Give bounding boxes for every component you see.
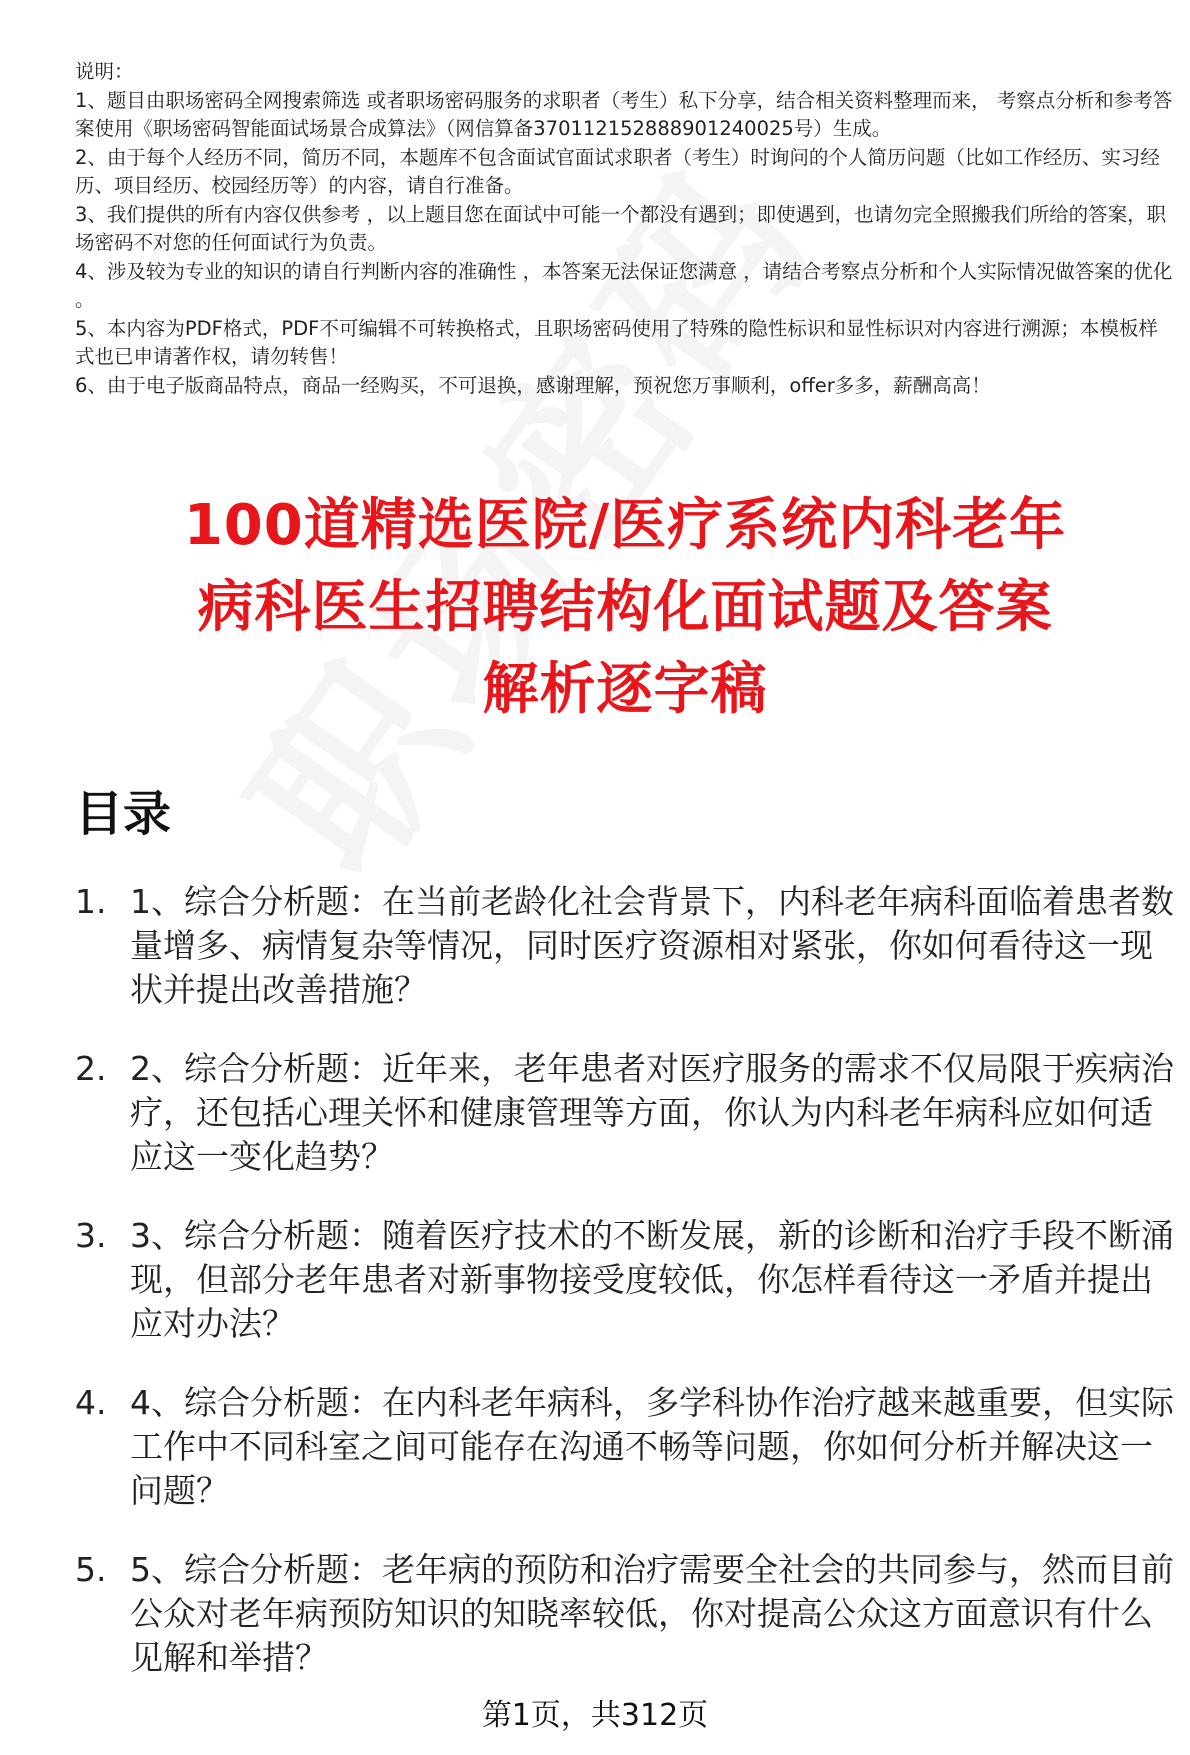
toc-item-text[interactable]: 4、综合分析题：在内科老年病科，多学科协作治疗越来越重要，但实际工作中不同科室之间可能存在沟通不畅等问题，你如何分析并解决这一问题？ (130, 1383, 1174, 1510)
toc-item-text[interactable]: 5、综合分析题：老年病的预防和治疗需要全社会的共同参与，然而目前公众对老年病预防知识的知晓率较低，你对提高公众这方面意识有什么见解和举措？ (130, 1550, 1174, 1677)
toc-item-2[interactable] (75, 1047, 1175, 1179)
note-item-3: 3、我们提供的所有内容仅供参考 ，以上题目您在面试中可能一个都没有遇到；即使遇到，也请勿完全照搬我们所给的答案，职场密码不对您的任何面试行为负责。 (75, 202, 1167, 254)
toc-item-1[interactable] (75, 880, 1175, 1012)
toc-item-number: 5. (75, 1550, 107, 1589)
title-line-2: 病科医生招聘结构化面试题及答案 (197, 575, 1053, 640)
toc-item-5[interactable] (75, 1548, 1175, 1680)
toc-heading: 目录 (75, 786, 172, 842)
disclaimer-notes (75, 58, 1175, 400)
toc-item-text[interactable]: 2、综合分析题：近年来，老年患者对医疗服务的需求不仅局限于疾病治疗，还包括心理关怀和健康管理等方面，你认为内科老年病科应如何适应这一变化趋势？ (130, 1049, 1174, 1176)
note-item-6: 6、由于电子版商品特点，商品一经购买，不可退换，感谢理解，预祝您万事顺利，offer多多，薪酬高高！ (75, 373, 991, 397)
note-item-5: 5、本内容为PDF格式，PDF不可编辑不可转换格式，且职场密码使用了特殊的隐性标识和显性标识对内容进行溯源；本模板样式也已申请著作权，请勿转售！ (75, 316, 1158, 368)
toc-item-number: 3. (75, 1216, 107, 1255)
title-line-3: 解析逐字稿 (482, 657, 768, 722)
toc-item-3[interactable] (75, 1214, 1175, 1346)
toc-item-number: 1. (75, 882, 107, 921)
page-footer: 第1页，共312页 (481, 1698, 709, 1733)
note-item-2: 2、由于每个人经历不同，简历不同，本题库不包含面试官面试求职者（考生）时询问的个人简历问题（比如工作经历、实习经历、项目经历、校园经历等）的内容，请自行准备。 (75, 145, 1160, 197)
toc-item-number: 2. (75, 1049, 107, 1088)
toc-list (75, 880, 1175, 1715)
note-item-4: 4、涉及较为专业的知识的请自行判断内容的准确性 ，本答案无法保证您满意 ，请结合考察点分析和个人实际情况做答案的优化 。 (75, 259, 1173, 311)
toc-item-text[interactable]: 1、综合分析题：在当前老龄化社会背景下，内科老年病科面临着患者数量增多、病情复杂等情况，同时医疗资源相对紧张，你如何看待这一现状并提出改善措施？ (130, 882, 1174, 1009)
document-title (75, 485, 1175, 731)
notes-heading: 说明： (75, 60, 134, 83)
toc-item-4[interactable] (75, 1381, 1175, 1513)
note-item-1: 1、题目由职场密码全网搜索筛选 或者职场密码服务的求职者（考生）私下分享，结合相关资料整理而来， 考察点分析和参考答案使用《职场密码智能面试场景合成算法》（网信算备370112152888901240025号）生成。 (75, 88, 1173, 140)
toc-item-text[interactable]: 3、综合分析题：随着医疗技术的不断发展，新的诊断和治疗手段不断涌现，但部分老年患者对新事物接受度较低，你怎样看待这一矛盾并提出应对办法？ (130, 1216, 1174, 1343)
toc-item-number: 4. (75, 1383, 107, 1422)
title-line-1: 100道精选医院/医疗系统内科老年 (183, 493, 1067, 558)
